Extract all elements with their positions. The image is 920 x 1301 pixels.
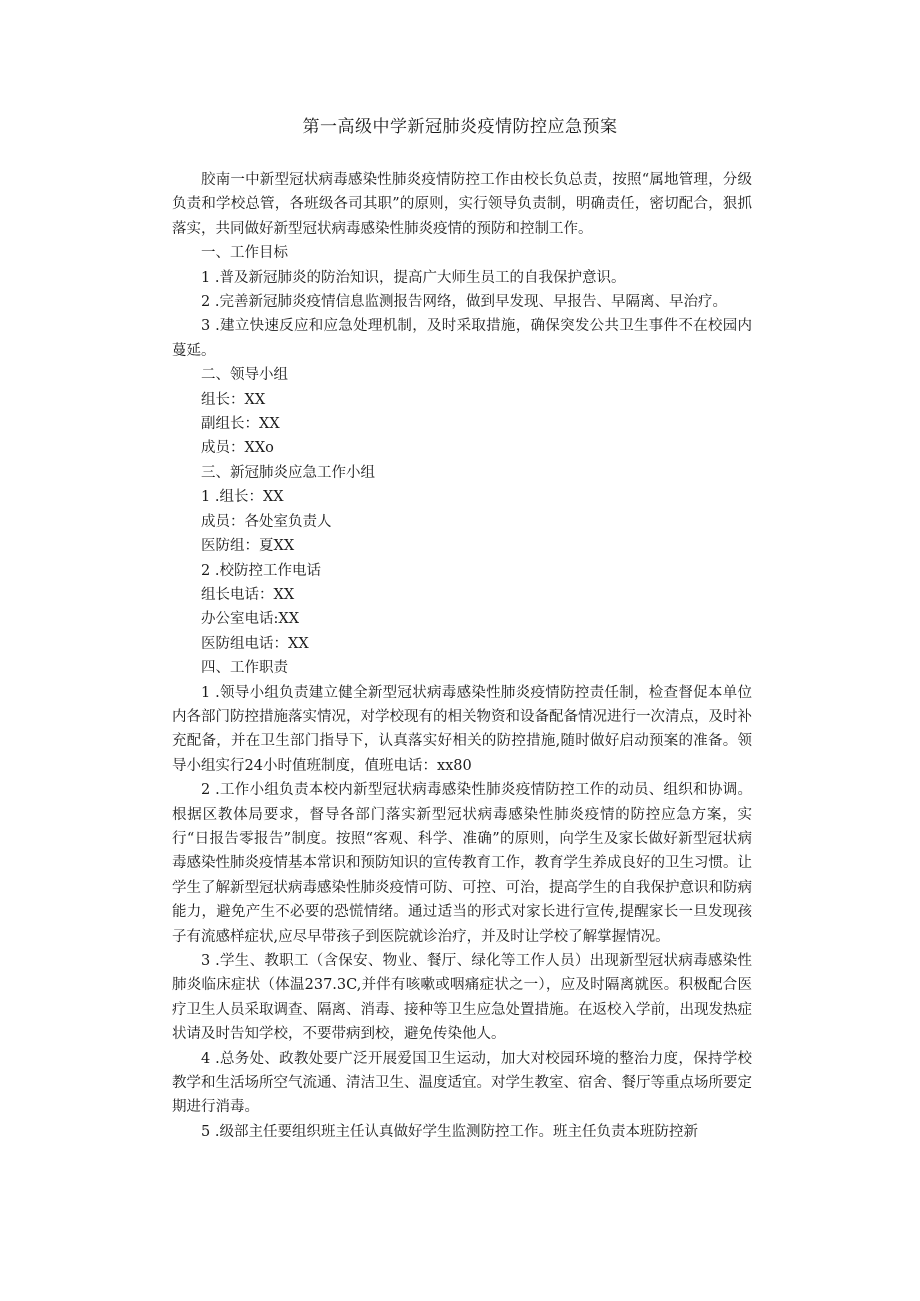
paragraph: 成员：XXo [201, 440, 274, 457]
paragraph: 3 .建立快速反应和应急处理机制，及时采取措施，确保突发公共卫生事件不在校园内蔓延。 [172, 318, 752, 359]
section-heading: 四、工作职责 [201, 660, 288, 677]
paragraph: 胶南一中新型冠状病毒感染性肺炎疫情防控工作由校长负总责，按照“属地管理，分级负责和学校总管，各班级各司其职”的原则，实行领导负责制，明确责任，密切配合，狠抓落实，共同做好新型冠状病毒感染性肺炎疫情的预防和控制工作。 [172, 172, 752, 237]
paragraph: 2 .校防控工作电话 [201, 562, 321, 579]
section-heading: 一、工作目标 [201, 245, 288, 262]
section-heading: 三、新冠肺炎应急工作小组 [201, 464, 375, 481]
paragraph: 副组长：XX [201, 416, 280, 433]
paragraph: 1 .普及新冠肺炎的防治知识，提高广大师生员工的自我保护意识。 [201, 269, 626, 286]
paragraph: 4 .总务处、政教处要广泛开展爱国卫生运动，加大对校园环境的整治力度，保持学校教学和生活场所空气流通、清洁卫生、温度适宜。对学生教室、宿舍、餐厅等重点场所要定期进行消毒。 [172, 1050, 752, 1116]
paragraph: 1 .组长：XX [201, 489, 284, 506]
paragraph: 3 .学生、教职工（含保安、物业、餐厅、绿化等工作人员）出现新型冠状病毒感染性肺炎临床症状（体温237.3C,并伴有咳嗽或咽痛症状之一），应及时隔离就医。积极配合医疗卫生人员采取调查、隔离、消毒、接种等卫生应急处置措施。在返校入学前，出现发热症状请及时告知学校，不要带病到校，避免传染他人。 [172, 953, 752, 1043]
section-heading: 二、领导小组 [201, 367, 288, 384]
paragraph: 2 .工作小组负责本校内新型冠状病毒感染性肺炎疫情防控工作的动员、组织和协调。根据区教体局要求，督导各部门落实新型冠状病毒感染性肺炎疫情的防控应急方案，实行“日报告零报告”制度。按照“客观、科学、准确”的原则，向学生及家长做好新型冠状病毒感染性肺炎疫情基本常识和预防知识的宣传教育工作，教育学生养成良好的卫生习惯。让学生了解新型冠状病毒感染性肺炎疫情可防、可控、可治，提高学生的自我保护意识和防病能力，避免产生不必要的恐慌情绪。通过适当的形式对家长进行宣传,提醒家长一旦发现孩子有流感样症状,应尽早带孩子到医院就诊治疗，并及时让学校了解掌握情况。 [172, 782, 752, 945]
document-title: 第一高级中学新冠肺炎疫情防控应急预案 [302, 117, 618, 137]
paragraph: 5 .级部主任要组织班主任认真做好学生监测防控工作。班主任负责本班防控新 [201, 1123, 698, 1140]
paragraph: 办公室电话:XX [201, 611, 300, 628]
paragraph: 成员：各处室负责人 [201, 513, 332, 530]
paragraph: 2 .完善新冠肺炎疫情信息监测报告网络，做到早发现、早报告、早隔离、早治疗。 [201, 294, 727, 311]
paragraph: 医防组：夏XX [201, 538, 295, 555]
paragraph: 医防组电话：XX [201, 635, 309, 652]
paragraph: 组长：XX [201, 391, 266, 408]
document-body [172, 168, 752, 1144]
paragraph: 组长电话：XX [201, 586, 295, 603]
paragraph: 1 .领导小组负责建立健全新型冠状病毒感染性肺炎疫情防控责任制，检查督促本单位内各部门防控措施落实情况，对学校现有的相关物资和设备配备情况进行一次清点，及时补充配备，并在卫生部门指导下，认真落实好相关的防控措施,随时做好启动预案的准备。领导小组实行24小时值班制度，值班电话：xx80 [172, 684, 752, 774]
